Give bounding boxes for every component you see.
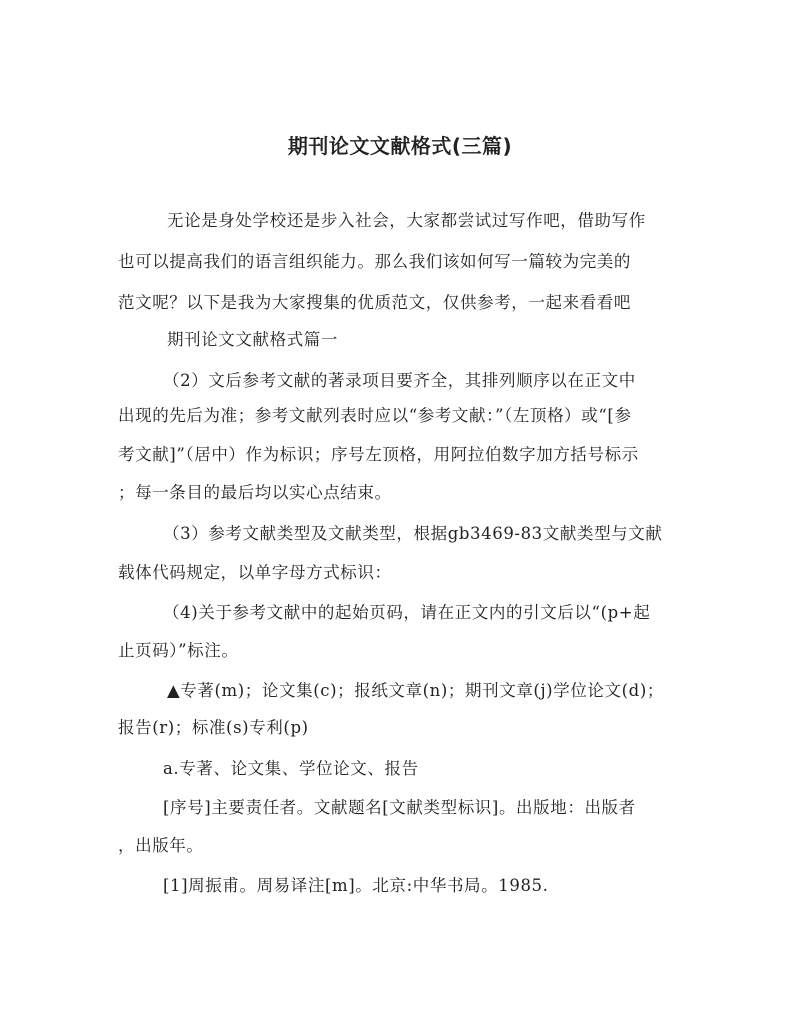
- paragraph-line: 止页码）”标注。: [118, 641, 239, 660]
- paragraph-line: （4)关于参考文献中的起始页码，请在正文内的引文后以“(p+起: [163, 603, 651, 622]
- paragraph-line: 无论是身处学校还是步入社会，大家都尝试过写作吧，借助写作: [167, 211, 646, 230]
- paragraph-line: 报告(r)；标准(s)专利(p): [118, 718, 309, 737]
- paragraph-line: 范文呢？以下是我为大家搜集的优质范文，仅供参考，一起来看看吧: [118, 293, 631, 312]
- paragraph-line: 考文献]”（居中）作为标识；序号左顶格，用阿拉伯数字加方括号标示: [118, 445, 639, 464]
- paragraph-line: 载体代码规定，以单字母方式标识：: [118, 563, 392, 582]
- paragraph-line: [序号]主要责任者。文献题名[文献类型标识]。出版地：出版者: [163, 798, 636, 817]
- paragraph-line: ；每一条目的最后均以实心点结束。: [118, 483, 392, 502]
- paragraph-line: 出现的先后为准；参考文献列表时应以“参考文献：”（左顶格）或“[参: [118, 406, 632, 425]
- reference-entry: [1]周振甫。周易译注[m]。北京:中华书局。1985.: [163, 876, 549, 895]
- section-heading: 期刊论文文献格式篇一: [167, 330, 338, 349]
- paragraph-line: （2）文后参考文献的著录项目要齐全，其排列顺序以在正文中: [163, 371, 636, 390]
- document-title: 期刊论文文献格式(三篇): [287, 134, 513, 158]
- paragraph-line: ▲专著(m)；论文集(c)；报纸文章(n)；期刊文章(j)学位论文(d)；: [167, 681, 664, 700]
- paragraph-line: ，出版年。: [118, 836, 204, 855]
- paragraph-line: a.专著、论文集、学位论文、报告: [163, 759, 419, 778]
- paragraph-line: 也可以提高我们的语言组织能力。那么我们该如何写一篇较为完美的: [118, 252, 631, 271]
- paragraph-line: （3）参考文献类型及文献类型，根据gb3469-83文献类型与文献: [163, 524, 663, 543]
